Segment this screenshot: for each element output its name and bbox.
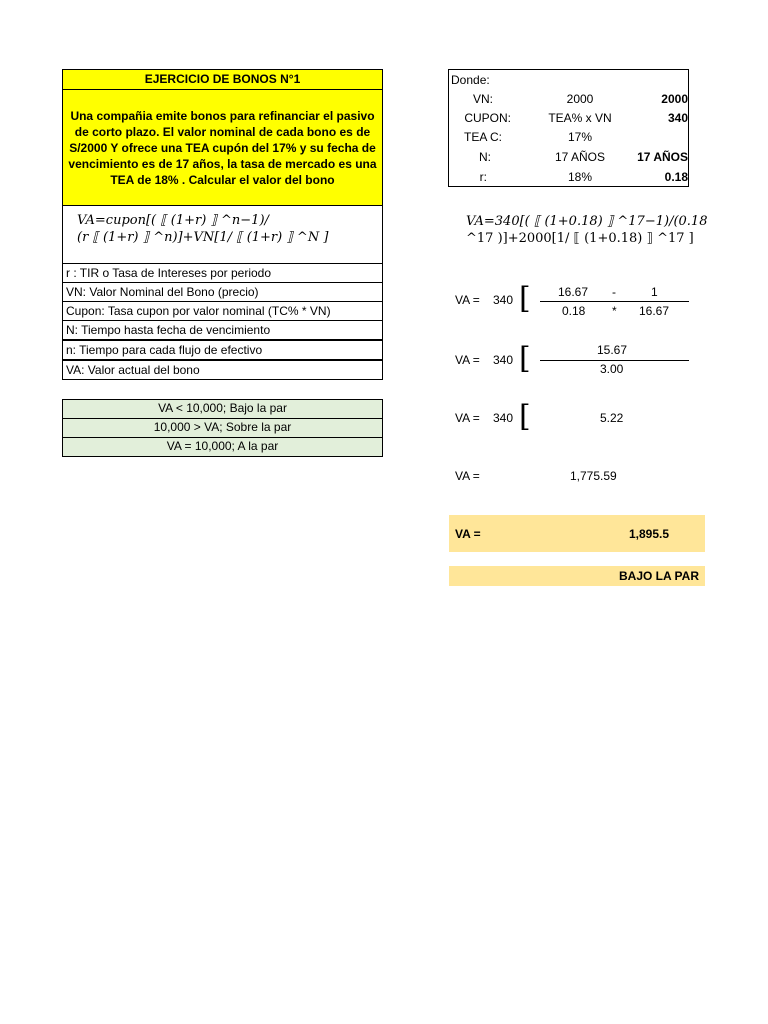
substituted-formula-line1: VA=340[( ⟦ (1+0.18) ⟧ ^17−1)/(0.18 xyxy=(466,214,708,229)
step1-coupon: 340 xyxy=(493,293,514,307)
donde-label-n: N: xyxy=(479,150,491,164)
donde-label-r: r: xyxy=(479,170,487,184)
step1-num-b: 1 xyxy=(651,285,658,299)
par-rule-at: VA = 10,000; A la par xyxy=(62,437,383,457)
step3-coupon: 340 xyxy=(493,411,514,425)
step2-bracket: [ xyxy=(519,341,531,376)
donde-table xyxy=(448,69,689,187)
bond-formula-line2: (r ⟦ (1+r) ⟧ ^n)]+VN[1/ ⟦ (1+r) ⟧ ^N ] xyxy=(77,230,329,245)
donde-expr-tea: 17% xyxy=(567,130,593,144)
donde-label-tea: TEA C: xyxy=(463,130,502,144)
exercise-statement: Una compañia emite bonos para refinanciar el pasivo de corto plazo. El valor nominal de cada bono es de S/2000 Y ofrece una TEA cupón del 17% y su fecha de vencimiento es de 17 años, la tasa de mercado es una TEA de 18% . Calcular el valor del bono xyxy=(62,89,383,206)
donde-value-n: 17 AÑOS xyxy=(637,150,688,164)
step1-va-label: VA = xyxy=(455,293,480,307)
result-verdict: BAJO LA PAR xyxy=(449,566,705,586)
step1-den-op: * xyxy=(612,304,617,318)
donde-label-cupon: CUPON: xyxy=(464,111,511,125)
step1-num-op: - xyxy=(612,285,616,299)
donde-value-vn: 2000 xyxy=(661,92,688,106)
step3-value: 5.22 xyxy=(600,411,624,425)
step4-value: 1,775.59 xyxy=(570,469,617,483)
step2-den: 3.00 xyxy=(600,362,624,376)
definition-row: N: Tiempo hasta fecha de vencimiento xyxy=(62,320,383,340)
step1-num-a: 16.67 xyxy=(558,285,589,299)
donde-value-r: 0.18 xyxy=(664,170,688,184)
step1-den-b: 16.67 xyxy=(639,304,670,318)
definition-row: r : TIR o Tasa de Intereses por periodo xyxy=(62,263,383,283)
step3-va-label: VA = xyxy=(455,411,480,425)
substituted-formula xyxy=(466,213,706,247)
par-rule-above: 10,000 > VA; Sobre la par xyxy=(62,418,383,438)
step1-fraction-line xyxy=(540,301,689,302)
step1-bracket: [ xyxy=(519,281,531,316)
result-value: 1,895.5 xyxy=(629,527,670,541)
definition-row: VN: Valor Nominal del Bono (precio) xyxy=(62,282,383,302)
step1-den-a: 0.18 xyxy=(562,304,586,318)
definition-row: n: Tiempo para cada flujo de efectivo xyxy=(62,340,383,360)
donde-header: Donde: xyxy=(451,73,490,87)
exercise-title: EJERCICIO DE BONOS N°1 xyxy=(62,69,383,90)
donde-value-cupon: 340 xyxy=(667,111,688,125)
definition-row: Cupon: Tasa cupon por valor nominal (TC% * VN) xyxy=(62,301,383,321)
donde-expr-r: 18% xyxy=(567,170,593,184)
step2-fraction-line xyxy=(540,360,689,361)
step2-num: 15.67 xyxy=(597,343,628,357)
substituted-formula-line2: ^17 )]+2000[1/ ⟦ (1+0.18) ⟧ ^17 ] xyxy=(466,231,694,246)
donde-expr-cupon: TEA% x VN xyxy=(548,111,612,125)
donde-expr-n: 17 AÑOS xyxy=(554,150,606,164)
bond-formula xyxy=(62,205,383,264)
bond-formula-line1: VA=cupon[( ⟦ (1+r) ⟧ ^n−1)/ xyxy=(77,213,269,228)
donde-label-vn: VN: xyxy=(472,92,493,106)
step3-bracket: [ xyxy=(519,399,531,434)
step2-coupon: 340 xyxy=(493,353,514,367)
par-rule-below: VA < 10,000; Bajo la par xyxy=(62,399,383,419)
donde-expr-vn: 2000 xyxy=(566,92,594,106)
definition-row: VA: Valor actual del bono xyxy=(62,360,383,380)
result-label: VA = xyxy=(455,527,481,541)
result-row xyxy=(449,515,705,552)
step4-va-label: VA = xyxy=(455,469,480,483)
step2-va-label: VA = xyxy=(455,353,480,367)
